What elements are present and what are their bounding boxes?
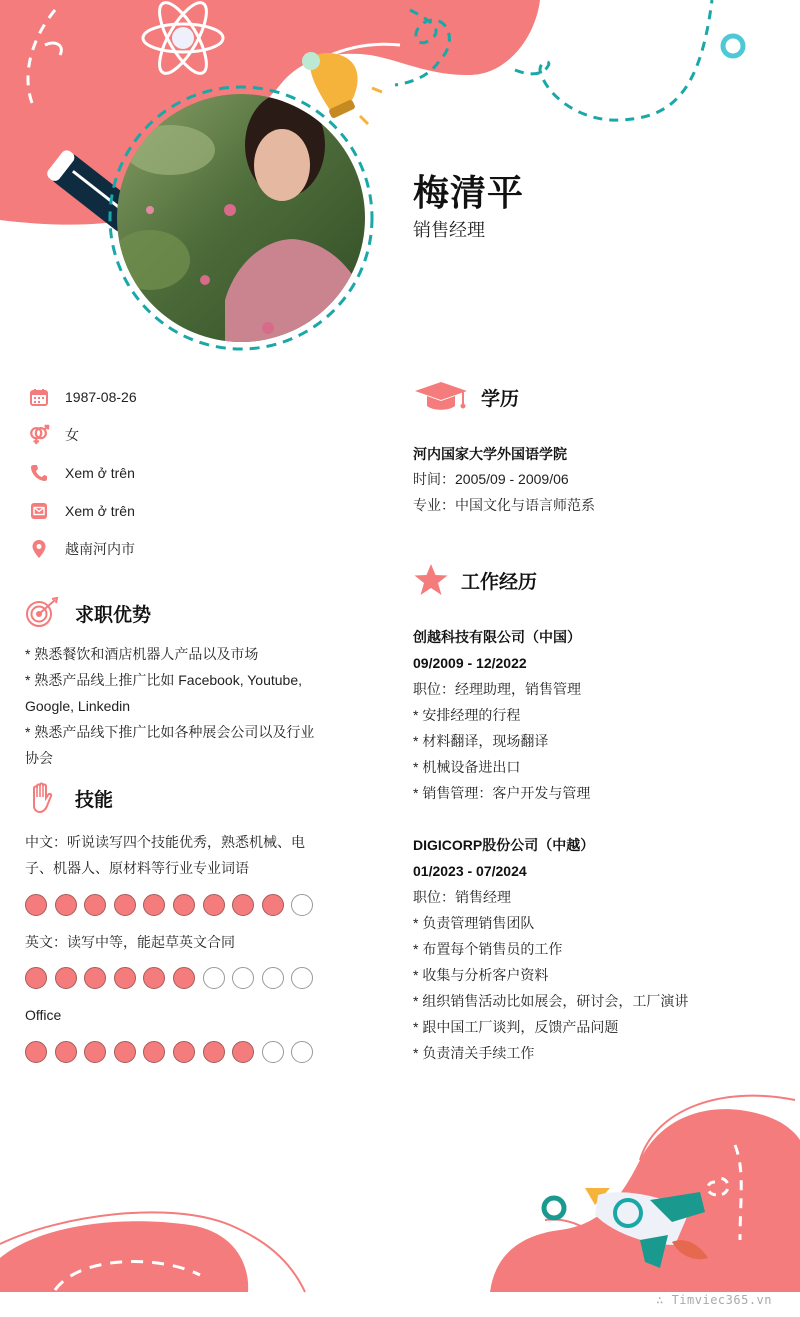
job-period: 09/2009 - 12/2022 bbox=[413, 655, 527, 671]
location-pin-icon bbox=[28, 538, 50, 560]
list-item: * 熟悉产品线上推广比如 Facebook, Youtube, Google, Linkedin bbox=[25, 672, 302, 714]
contact-text: 越南河内市 bbox=[65, 541, 135, 557]
skill-rating-office bbox=[25, 1041, 313, 1063]
contact-email bbox=[28, 498, 135, 524]
contact-gender bbox=[28, 422, 79, 448]
rating-dot-filled bbox=[173, 894, 195, 916]
rating-dot-filled bbox=[203, 1041, 225, 1063]
company-name: DIGICORP股份公司（中越） bbox=[413, 837, 595, 853]
job-detail: 职位：销售经理 bbox=[413, 889, 511, 905]
job-detail: * 安排经理的行程 bbox=[413, 707, 521, 723]
rating-dot-filled bbox=[114, 1041, 136, 1063]
skill-label-office: Office bbox=[25, 1007, 62, 1023]
list-item: * 熟悉餐饮和酒店机器人产品以及市场 bbox=[25, 646, 259, 662]
rating-dot-filled bbox=[262, 894, 284, 916]
lightbulb-icon bbox=[302, 52, 382, 124]
rating-dot-empty bbox=[203, 967, 225, 989]
section-title: 技能 bbox=[75, 789, 114, 811]
rating-dot-filled bbox=[203, 894, 225, 916]
strengths-heading bbox=[24, 597, 151, 629]
section-title: 求职优势 bbox=[75, 604, 152, 626]
skill-label-chinese: 中文：听说读写四个技能优秀，熟悉机械、电子、机器人、原材料等行业专业词语 bbox=[25, 834, 305, 876]
contact-text: 1987-08-26 bbox=[65, 389, 137, 405]
contact-text: 女 bbox=[65, 427, 79, 443]
contact-text: Xem ở trên bbox=[65, 503, 135, 519]
rating-dot-filled bbox=[232, 1041, 254, 1063]
education-time: 时间：2005/09 - 2009/06 bbox=[413, 471, 569, 487]
phone-icon bbox=[28, 462, 50, 484]
star-icon bbox=[413, 563, 449, 597]
target-icon bbox=[24, 597, 60, 629]
rating-dot-filled bbox=[173, 1041, 195, 1063]
skill-rating-chinese bbox=[25, 894, 313, 916]
rating-dot-filled bbox=[114, 894, 136, 916]
contact-address bbox=[28, 536, 135, 562]
job-detail: * 销售管理：客户开发与管理 bbox=[413, 785, 591, 801]
rating-dot-filled bbox=[84, 1041, 106, 1063]
skill-label-english: 英文：读写中等，能起草英文合同 bbox=[25, 934, 235, 950]
skill-rating-english bbox=[25, 967, 313, 989]
rating-dot-empty bbox=[262, 967, 284, 989]
calendar-icon bbox=[28, 386, 50, 408]
rating-dot-filled bbox=[25, 894, 47, 916]
rating-dot-filled bbox=[55, 1041, 77, 1063]
rating-dot-filled bbox=[173, 967, 195, 989]
skills-heading bbox=[24, 782, 113, 814]
job-detail: 职位：经理助理，销售管理 bbox=[413, 681, 581, 697]
rating-dot-empty bbox=[291, 967, 313, 989]
graduation-cap-icon bbox=[413, 380, 469, 414]
contact-phone bbox=[28, 460, 135, 486]
contact-birthdate bbox=[28, 384, 137, 410]
email-icon bbox=[28, 500, 50, 522]
experience-heading bbox=[413, 563, 537, 597]
rating-dot-filled bbox=[232, 894, 254, 916]
rating-dot-filled bbox=[84, 967, 106, 989]
job-detail: * 组织销售活动比如展会，研讨会，工厂演讲 bbox=[413, 993, 689, 1009]
school-name: 河内国家大学外国语学院 bbox=[413, 446, 567, 462]
education-heading bbox=[413, 380, 519, 414]
rating-dot-filled bbox=[55, 967, 77, 989]
job-detail: * 跟中国工厂谈判，反馈产品问题 bbox=[413, 1019, 619, 1035]
job-entry bbox=[413, 624, 590, 806]
rating-dot-filled bbox=[25, 1041, 47, 1063]
job-detail: * 负责清关手续工作 bbox=[413, 1045, 535, 1061]
job-detail: * 负责管理销售团队 bbox=[413, 915, 535, 931]
company-name: 创越科技有限公司（中国） bbox=[413, 629, 581, 645]
section-title: 学历 bbox=[481, 388, 520, 410]
job-detail: * 布置每个销售员的工作 bbox=[413, 941, 563, 957]
job-detail: * 机械设备进出口 bbox=[413, 759, 521, 775]
rating-dot-empty bbox=[232, 967, 254, 989]
rating-dot-filled bbox=[143, 967, 165, 989]
rating-dot-filled bbox=[114, 967, 136, 989]
job-title: 销售经理 bbox=[413, 220, 485, 240]
rating-dot-empty bbox=[291, 1041, 313, 1063]
hand-icon bbox=[24, 782, 60, 814]
job-detail: * 收集与分析客户资料 bbox=[413, 967, 549, 983]
gender-icon bbox=[28, 424, 50, 446]
job-period: 01/2023 - 07/2024 bbox=[413, 863, 527, 879]
job-detail: * 材料翻译，现场翻译 bbox=[413, 733, 549, 749]
watermark: ∴ Timviec365.vn bbox=[656, 1293, 772, 1307]
strengths-list bbox=[25, 641, 325, 771]
candidate-name: 梅清平 bbox=[413, 172, 525, 213]
rating-dot-filled bbox=[84, 894, 106, 916]
rating-dot-filled bbox=[25, 967, 47, 989]
rating-dot-filled bbox=[143, 1041, 165, 1063]
list-item: * 熟悉产品线下推广比如各种展会公司以及行业协会 bbox=[25, 724, 315, 766]
education-major: 专业：中国文化与语言师范系 bbox=[413, 497, 595, 513]
rating-dot-empty bbox=[291, 894, 313, 916]
rating-dot-filled bbox=[143, 894, 165, 916]
rating-dot-empty bbox=[262, 1041, 284, 1063]
rating-dot-filled bbox=[55, 894, 77, 916]
job-entry bbox=[413, 832, 688, 1066]
section-title: 工作经历 bbox=[461, 571, 538, 593]
contact-text: Xem ở trên bbox=[65, 465, 135, 481]
